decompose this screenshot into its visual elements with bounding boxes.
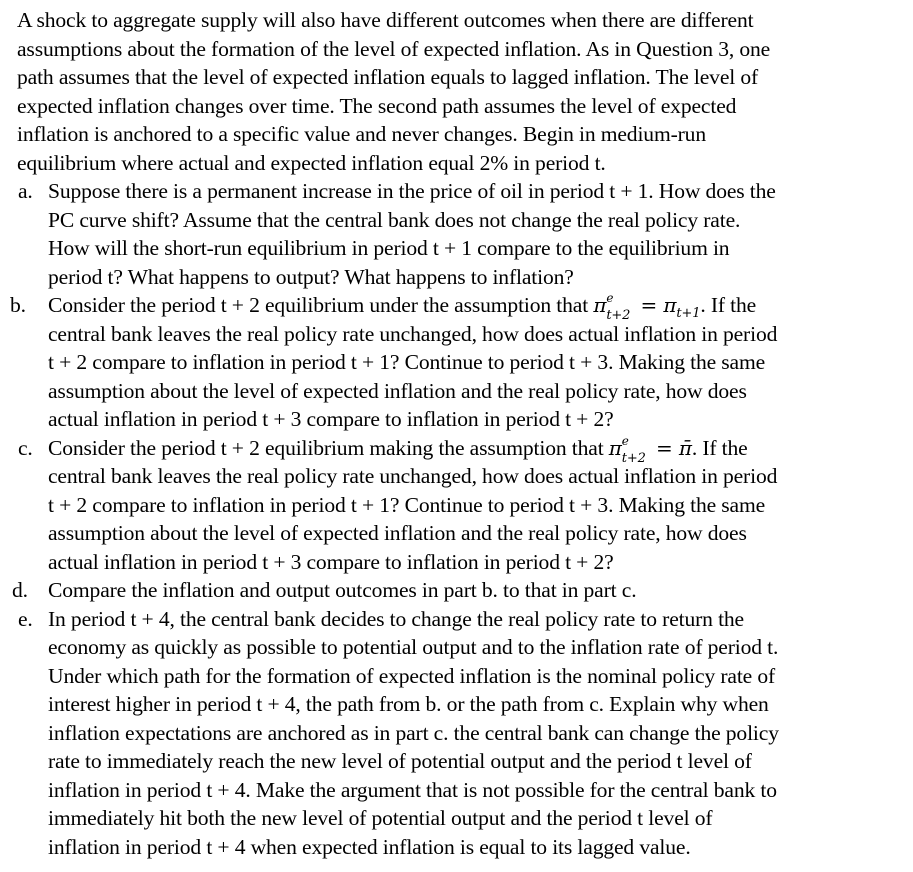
- part-b: [10, 291, 913, 434]
- part-line: PC curve shift? Assume that the central bank does not change the real policy rate.: [48, 207, 741, 232]
- part-e: [17, 605, 913, 862]
- subscript-t-plus-1: t+1: [676, 306, 701, 321]
- part-a: [17, 177, 913, 291]
- part-line: immediately hit both the new level of potential output and the period t level of: [48, 806, 713, 830]
- part-marker: c.: [18, 435, 33, 460]
- part-line: assumption about the level of expected inflation and the real policy rate, how does: [48, 521, 747, 545]
- part-line: inflation in period t + 4. Make the argument that is not possible for the central bank to: [48, 777, 777, 802]
- subscript-t-plus-2: t+2: [621, 450, 646, 466]
- intro-line: expected inflation changes over time. The second path assumes the level of expected: [17, 93, 737, 118]
- pi-symbol: π: [593, 293, 607, 317]
- part-line: central bank leaves the real policy rate unchanged, how does actual inflation in period: [48, 464, 778, 488]
- part-c: [17, 434, 913, 577]
- intro-line: A shock to aggregate supply will also have different outcomes when there are different: [17, 8, 754, 32]
- part-line: period t? What happens to output? What happens to inflation?: [48, 264, 574, 289]
- pi-symbol: π: [608, 435, 622, 460]
- part-line: inflation in period t + 4 when expected inflation is equal to its lagged value.: [48, 834, 691, 859]
- pi-symbol: π: [663, 293, 677, 317]
- text-after-math: . If the: [691, 435, 748, 460]
- equals-sign: =: [649, 435, 679, 460]
- subscript-t-plus-2: t+2: [606, 308, 631, 323]
- part-marker: d.: [12, 578, 28, 602]
- part-line: Under which path for the formation of expected inflation is the nominal policy rate of: [48, 663, 776, 688]
- part-d: [12, 576, 913, 605]
- part-line: assumption about the level of expected inflation and the real policy rate, how does: [48, 378, 747, 403]
- intro-line: assumptions about the formation of the level of expected inflation. As in Question 3, one: [17, 36, 771, 61]
- equals-sign: =: [634, 293, 664, 317]
- intro-paragraph: [17, 6, 913, 177]
- part-line: t + 2 compare to inflation in period t + 1? Continue to period t + 3. Making the same: [48, 350, 766, 374]
- part-line: Compare the inflation and output outcomes in part b. to that in part c.: [48, 578, 637, 602]
- superscript-e: e: [606, 291, 614, 305]
- part-line: central bank leaves the real policy rate unchanged, how does actual inflation in period: [48, 321, 778, 346]
- text-before-math: Consider the period t + 2 equilibrium under the assumption that: [48, 293, 594, 317]
- part-marker: b.: [10, 293, 26, 317]
- part-marker: a.: [18, 179, 33, 203]
- part-line: economy as quickly as possible to potential output and to the inflation rate of period t.: [48, 635, 779, 659]
- intro-line: equilibrium where actual and expected inflation equal 2% in period t.: [17, 150, 606, 175]
- part-line: actual inflation in period t + 3 compare to inflation in period t + 2?: [48, 407, 614, 431]
- part-line: interest higher in period t + 4, the path from b. or the path from c. Explain why when: [48, 692, 769, 716]
- part-line: How will the short-run equilibrium in period t + 1 compare to the equilibrium in: [48, 236, 730, 260]
- part-line: actual inflation in period t + 3 compare to inflation in period t + 2?: [48, 549, 614, 574]
- part-line: Suppose there is a permanent increase in the price of oil in period t + 1. How does the: [48, 179, 776, 203]
- intro-line: path assumes that the level of expected inflation equals to lagged inflation. The level of: [17, 65, 759, 89]
- part-line: t + 2 compare to inflation in period t + 1? Continue to period t + 3. Making the same: [48, 492, 766, 517]
- part-line: rate to immediately reach the new level of potential output and the period t level of: [48, 749, 752, 773]
- intro-line: inflation is anchored to a specific value and never changes. Begin in medium-run: [17, 122, 706, 146]
- text-after-math: . If the: [700, 293, 757, 317]
- part-line-with-math: [48, 291, 913, 323]
- text-before-math: Consider the period t + 2 equilibrium making the assumption that: [48, 435, 609, 460]
- pi-bar-symbol: π̄: [678, 435, 692, 460]
- superscript-e: e: [621, 433, 629, 448]
- part-line: inflation expectations are anchored as in part c. the central bank can change the policy: [48, 720, 779, 745]
- anchored-expectation-equation: [608, 433, 692, 466]
- part-line: In period t + 4, the central bank decides to change the real policy rate to return the: [48, 606, 744, 631]
- part-marker: e.: [18, 606, 33, 631]
- expectation-equation: [593, 291, 701, 323]
- part-line-with-math: [48, 433, 913, 466]
